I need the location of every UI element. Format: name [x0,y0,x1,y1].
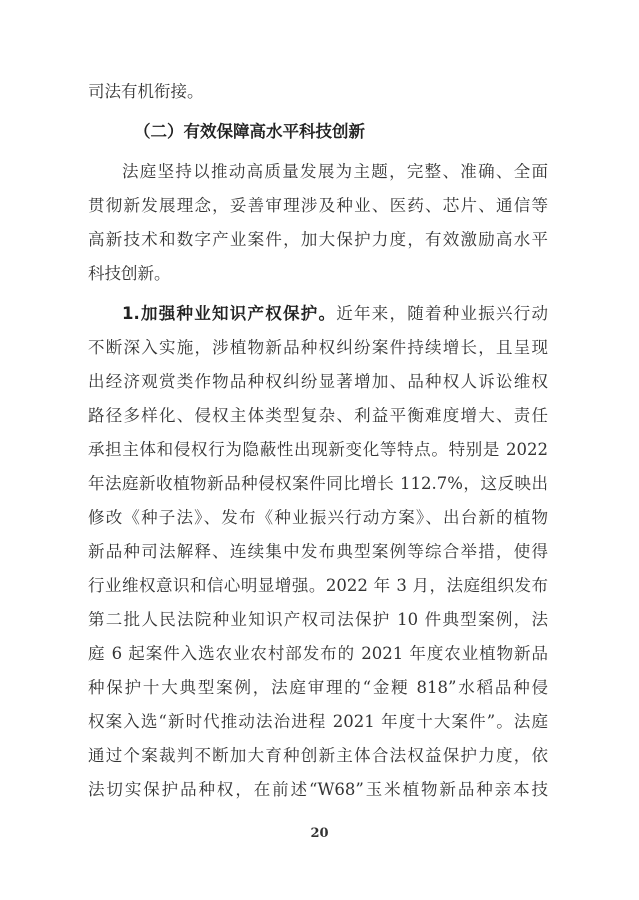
item-1-first-line [122,300,548,328]
paragraph-line: 新品种司法解释、连续集中发布典型案例等综合举措，使得 [88,542,548,561]
paragraph-line: 法庭坚持以推动高质量发展为主题，完整、准确、全面 [122,162,548,181]
paragraph-line: 不断深入实施，涉植物新品种权纠纷案件持续增长，且呈现 [88,338,548,357]
page-number: 20 [310,826,329,841]
paragraph-line: 科技创新。 [88,264,171,283]
paragraph-line: 高新技术和数字产业案件，加大保护力度，有效激励高水平 [88,230,548,249]
paragraph-line: 年法庭新收植物新品种侵权案件同比增长 112.7%，这反映出 [88,474,548,493]
paragraph-line: 权案入选“新时代推动法治进程 2021 年度十大案件”。法庭 [88,712,548,731]
paragraph-line: 法切实保护品种权，在前述“W68”玉米植物新品种亲本技 [88,780,548,799]
item-1-lead: 1.加强种业知识产权保护。 [122,304,337,323]
paragraph-line: 路径多样化、侵权主体类型复杂、利益平衡难度增大、责任 [88,406,548,425]
paragraph-line: 贯彻新发展理念，妥善审理涉及种业、医药、芯片、通信等 [88,196,548,215]
paragraph-line: 第二批人民法院种业知识产权司法保护 10 件典型案例，法 [88,610,548,629]
section-heading: （二）有效保障高水平科技创新 [134,122,365,141]
paragraph-line: 行业维权意识和信心明显增强。2022 年 3 月，法庭组织发布 [88,576,548,595]
item-1-first-rest: 近年来，随着种业振兴行动 [336,304,548,323]
paragraph-line: 庭 6 起案件入选农业农村部发布的 2021 年度农业植物新品 [88,644,548,663]
paragraph-line: 修改《种子法》、发布《种业振兴行动方案》、出台新的植物 [88,508,548,527]
paragraph-line: 承担主体和侵权行为隐蔽性出现新变化等特点。特别是 2022 [88,440,548,459]
intro-line: 司法有机衔接。 [88,82,204,101]
paragraph-line: 出经济观赏类作物品种权纠纷显著增加、品种权人诉讼维权 [88,372,548,391]
paragraph-line: 通过个案裁判不断加大育种创新主体合法权益保护力度，依 [88,746,548,765]
paragraph-line: 种保护十大典型案例，法庭审理的“金粳 818”水稻品种侵 [88,678,548,697]
